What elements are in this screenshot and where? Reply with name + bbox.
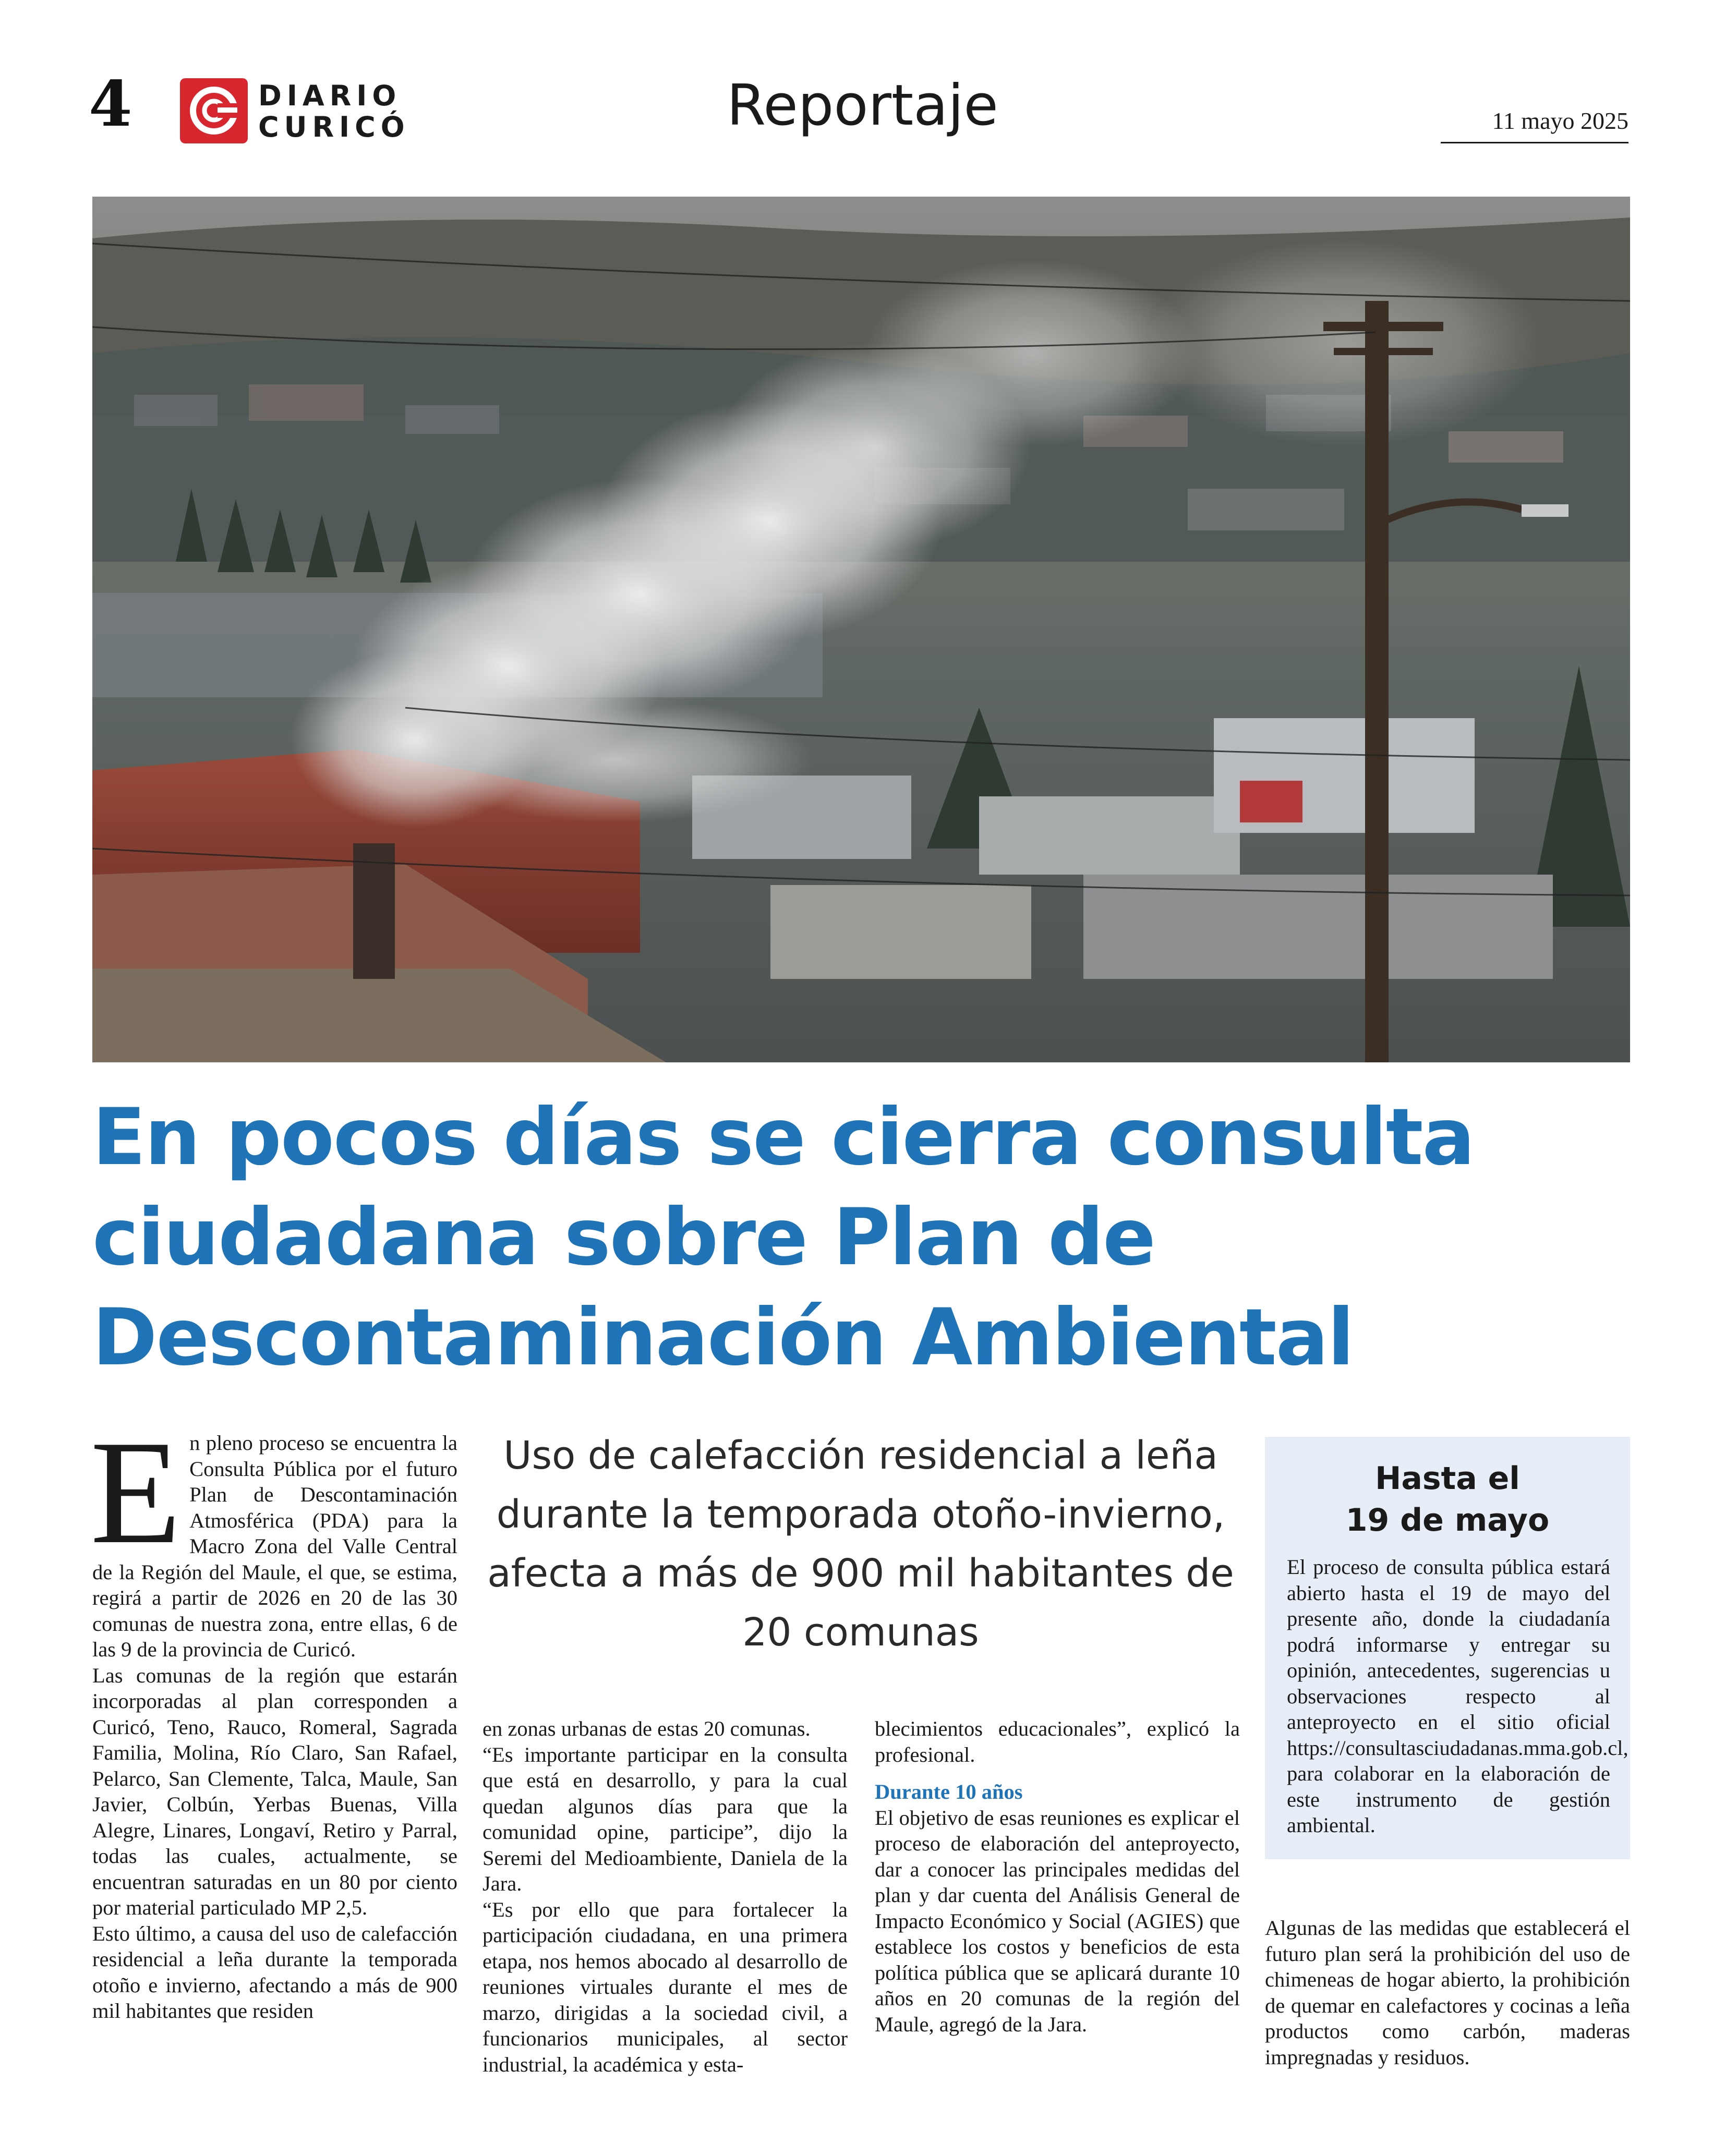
drop-cap: E: [90, 1410, 182, 1574]
subheading: Durante 10 años: [875, 1780, 1023, 1803]
issue-date: 11 mayo 2025: [1441, 107, 1629, 143]
sidebar-body: El proceso de consulta pública estará abierto hasta el 19 de mayo del presente año, donde la ciudadanía podrá informarse y entregar su opinión, antecedentes, sugerencias u observaciones respecto al anteproyecto en el sitio oficial https://consultasciudadanas.mma.gob.cl, para colaborar en la elaboración de este instrumento de gestión ambiental.: [1287, 1555, 1629, 1837]
paragraph: Las comunas de la región que estarán incorporadas al plan corresponden a Curicó, Teno, Rauco, Romeral, Sagrada Familia, Molina, Río Claro, San Rafael, Pelarco, San Clemente, Talca, Maule, San Javier, Colbún, Yerbas Buenas, Villa Alegre, Linares, Longaví, Retiro y Parral, todas las cuales, actualmente, se encuentran saturadas en un 80 por ciento por material particulado MP 2,5.: [92, 1663, 457, 1919]
page-number: 4: [89, 67, 132, 141]
lead-photo: [92, 197, 1630, 1062]
info-sidebar: [1265, 1437, 1630, 1859]
paragraph: El objetivo de esas reuniones es explicar el proceso de elaboración del anteproyecto, dar a conocer las principales medidas del plan y dar cuenta del Análisis General de Impacto Económico y Social (AGIES) que establece los costos y beneficios de esta política pública que se aplicará durante 10 años en 20 comunas de la región del Maule, agregó de la Jara.: [875, 1806, 1240, 2036]
body-column-3: [875, 1716, 1240, 2037]
section-title: Reportaje: [727, 73, 998, 138]
sidebar-title-line-2: 19 de mayo: [1345, 1502, 1550, 1539]
sidebar-title-line-1: Hasta el: [1375, 1460, 1520, 1497]
sidebar-title: [1265, 1458, 1630, 1541]
paragraph: en zonas urbanas de estas 20 comunas.: [482, 1717, 811, 1740]
paragraph: Esto último, a causa del uso de calefacción residencial a leña durante la temporada otoño e invierno, afectando a más de 900 mil habitantes que residen: [92, 1921, 457, 2022]
logo-line-1: DIARIO: [258, 79, 402, 112]
body-column-2: [482, 1716, 848, 2077]
paragraph: “Es importante participar en la consulta que está en desarrollo, y para la cual quedan algunos días para que la comunidad opine, participe”, dijo la Seremi del Medioambiente, Daniela de la Jara.: [482, 1742, 848, 1895]
body-column-4: [1265, 1915, 1630, 2070]
paragraph: “Es por ello que para fortalecer la participación ciudadana, en una primera etapa, nos hemos abocado al desarrollo de reuniones virtuales durante el mes de marzo, dirigidas a la sociedad civil, a funcionarios municipales, al sector industrial, la académica y esta-: [482, 1897, 848, 2076]
pull-quote: Uso de calefacción residencial a leña durante la temporada otoño-invierno, afecta a más de 900 mil habitantes de 20 comunas: [487, 1433, 1234, 1655]
logo-line-2: CURICÓ: [258, 111, 410, 143]
paragraph: Algunas de las medidas que establecerá el futuro plan será la prohibición del uso de chimeneas de hogar abierto, la prohibición de quemar en calefactores y cocinas a leña productos como carbón, maderas impregnadas y residuos.: [1265, 1916, 1630, 2069]
paragraph: n pleno proceso se encuentra la Consulta Pública por el futuro Plan de Descontaminación Atmosférica (PDA) para la Macro Zona del Valle Central de la Región del Maule, el que, se estima, regirá a partir de 2026 en 20 de las 30 comunas de nuestra zona, entre ellas, 6 de las 9 de la provincia de Curicó.: [92, 1431, 457, 1661]
paragraph: blecimientos educacionales”, explicó la profesional.: [875, 1717, 1240, 1766]
headline: En pocos días se cierra consulta ciudadana sobre Plan de Descontaminación Ambiental: [92, 1092, 1474, 1383]
body-column-1: [90, 1410, 457, 2024]
